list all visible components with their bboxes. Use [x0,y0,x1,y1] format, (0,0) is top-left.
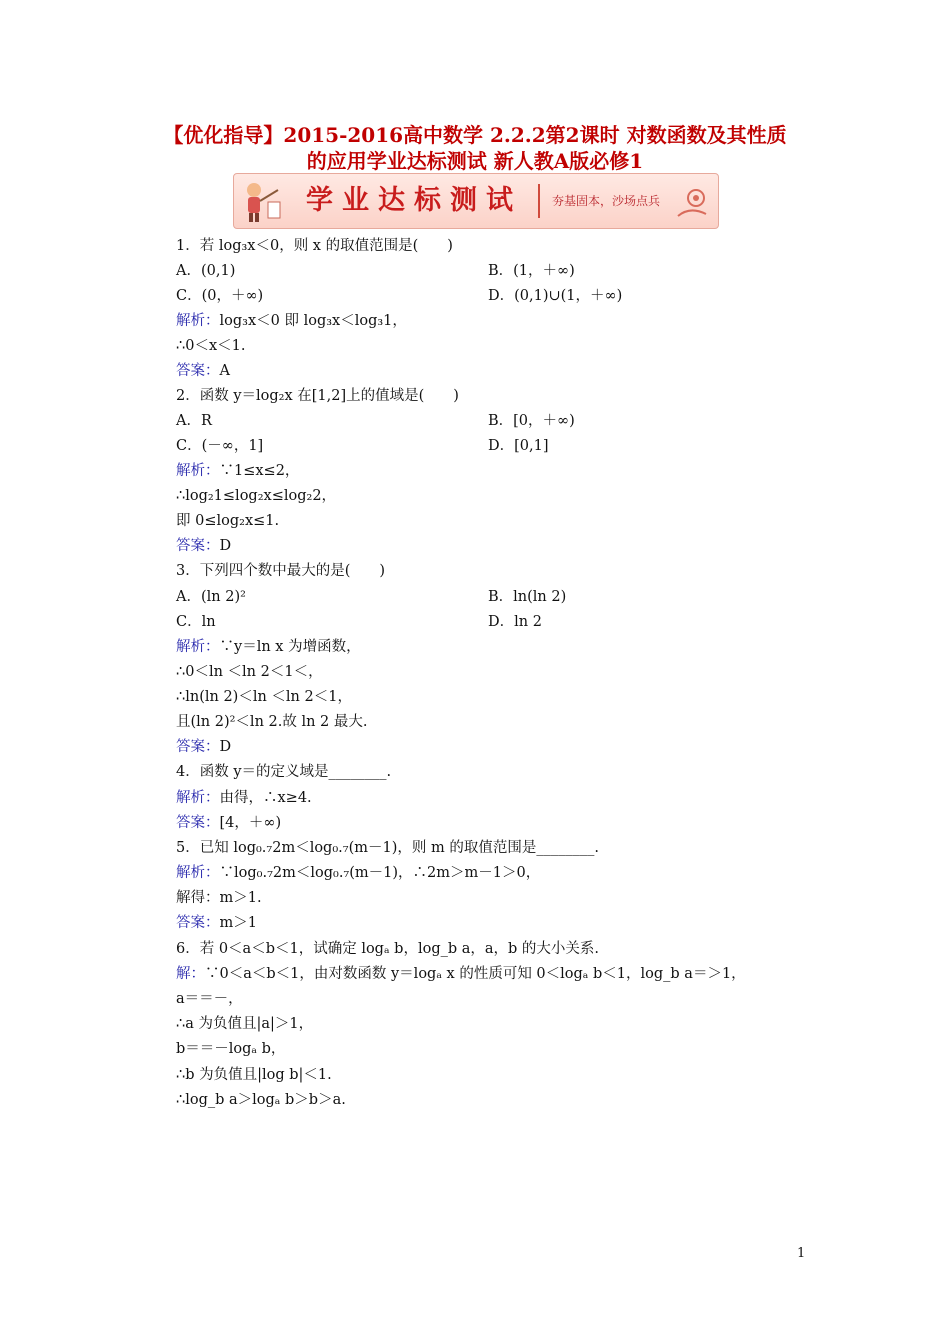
question-2-analysis-line: ∴log₂1≤log₂x≤log₂2， [176,488,337,504]
question-3-analysis-line: ∴0＜ln ＜ln 2＜1＜， [176,664,323,680]
question-4-stem: 4．函数 y＝的定义域是________. [176,764,392,780]
question-2-option-c: C．(－∞，1] [176,438,264,454]
answer-label: 答案： [176,915,220,931]
answer-label: 答案： [176,538,220,554]
solution-label: 解： [176,966,205,982]
answer-value: [4，＋∞) [219,815,282,831]
question-1-analysis-line: ∴0＜x＜1. [176,338,246,354]
solution-text: ∵0＜a＜b＜1，由对数函数 y＝logₐ x 的性质可知 0＜logₐ b＜1，log_b a＝＞1， [205,966,746,982]
question-5-analysis-line [176,864,540,882]
question-1-stem: 1．若 log₃x＜0，则 x 的取值范围是( ) [176,238,453,254]
question-2-analysis-line [176,462,299,480]
question-3-analysis-line [176,638,361,656]
answer-label: 答案： [176,363,220,379]
question-1-option-a: A．(0,1) [176,263,236,279]
analysis-label: 解析： [176,463,220,479]
question-3-option-b: B．ln(ln 2) [488,589,567,605]
question-2-analysis-line: 即 0≤log₂x≤1. [176,513,280,529]
page-number: 1 [797,1246,806,1261]
analysis-text: log₃x＜0 即 log₃x＜log₃1， [219,313,407,329]
question-2-stem: 2．函数 y＝log₂x 在[1,2]上的值域是( ) [176,388,459,404]
question-5-answer-line [176,914,257,932]
question-2-option-a: A．R [176,413,212,429]
question-6-solution-line: b＝＝－logₐ b， [176,1041,286,1057]
document-title-line1: 【优化指导】2015-2016高中数学 2.2.2第2课时 对数函数及其性质 [163,123,787,147]
question-4-analysis-line [176,789,312,807]
answer-value: D [219,538,232,554]
analysis-text: ∵1≤x≤2， [219,463,300,479]
analysis-text: ∵y＝ln x 为增函数， [219,639,361,655]
section-banner [233,173,719,229]
question-6-stem: 6．若 0＜a＜b＜1，试确定 logₐ b，log_b a，a，b 的大小关系. [176,941,600,957]
question-3-answer-line [176,738,231,756]
question-6-solution-line [176,965,746,983]
question-3-analysis-line: ∴ln(ln 2)＜ln ＜ln 2＜1， [176,689,352,705]
question-3-option-a: A．(ln 2)² [176,589,246,605]
question-6-solution-line: ∴b 为负值且|log b|＜1. [176,1067,332,1083]
question-3-option-d: D．ln 2 [488,614,542,630]
question-6-solution-line: ∴a 为负值且|a|＞1， [176,1016,314,1032]
answer-label: 答案： [176,739,220,755]
question-1-option-c: C．(0，＋∞) [176,288,264,304]
teacher-illustration-icon [240,178,284,224]
analysis-label: 解析： [176,639,220,655]
question-3-stem: 3．下列四个数中最大的是( ) [176,563,386,579]
question-1-option-b: B．(1，＋∞) [488,263,575,279]
analysis-label: 解析： [176,865,220,881]
question-4-answer-line [176,814,281,832]
question-2-option-b: B．[0，＋∞) [488,413,575,429]
question-1-answer-line [176,362,230,380]
answer-value: m＞1 [219,915,257,931]
analysis-text: ∵log₀.₇2m＜log₀.₇(m－1)，∴2m＞m－1＞0， [219,865,541,881]
question-3-analysis-line: 且(ln 2)²＜ln 2.故 ln 2 最大. [176,714,368,730]
question-5-stem: 5．已知 log₀.₇2m＜log₀.₇(m－1)，则 m 的取值范围是________. [176,840,599,856]
analysis-text: 由得，∴x≥4. [219,790,312,806]
banner-slogan: 夯基固本，沙场点兵 [552,194,661,208]
banner-divider [538,184,540,218]
question-6-solution-line: a＝＝－， [176,991,243,1007]
analysis-label: 解析： [176,790,220,806]
banner-title: 学业达标测试 [306,185,522,216]
question-1-option-d: D．(0,1)∪(1，＋∞) [488,288,623,304]
answer-label: 答案： [176,815,220,831]
question-5-analysis-line: 解得：m＞1. [176,890,262,906]
flower-decoration-icon [670,180,714,222]
question-2-answer-line [176,537,231,555]
question-6-solution-line: ∴log_b a＞logₐ b＞b＞a. [176,1092,346,1108]
answer-value: A [219,363,230,379]
question-2-option-d: D．[0,1] [488,438,549,454]
answer-value: D [219,739,232,755]
question-3-option-c: C．ln [176,614,216,630]
document-title-line2: 的应用学业达标测试 新人教A版必修1 [306,149,644,173]
analysis-label: 解析： [176,313,220,329]
question-1-analysis-line [176,312,407,330]
